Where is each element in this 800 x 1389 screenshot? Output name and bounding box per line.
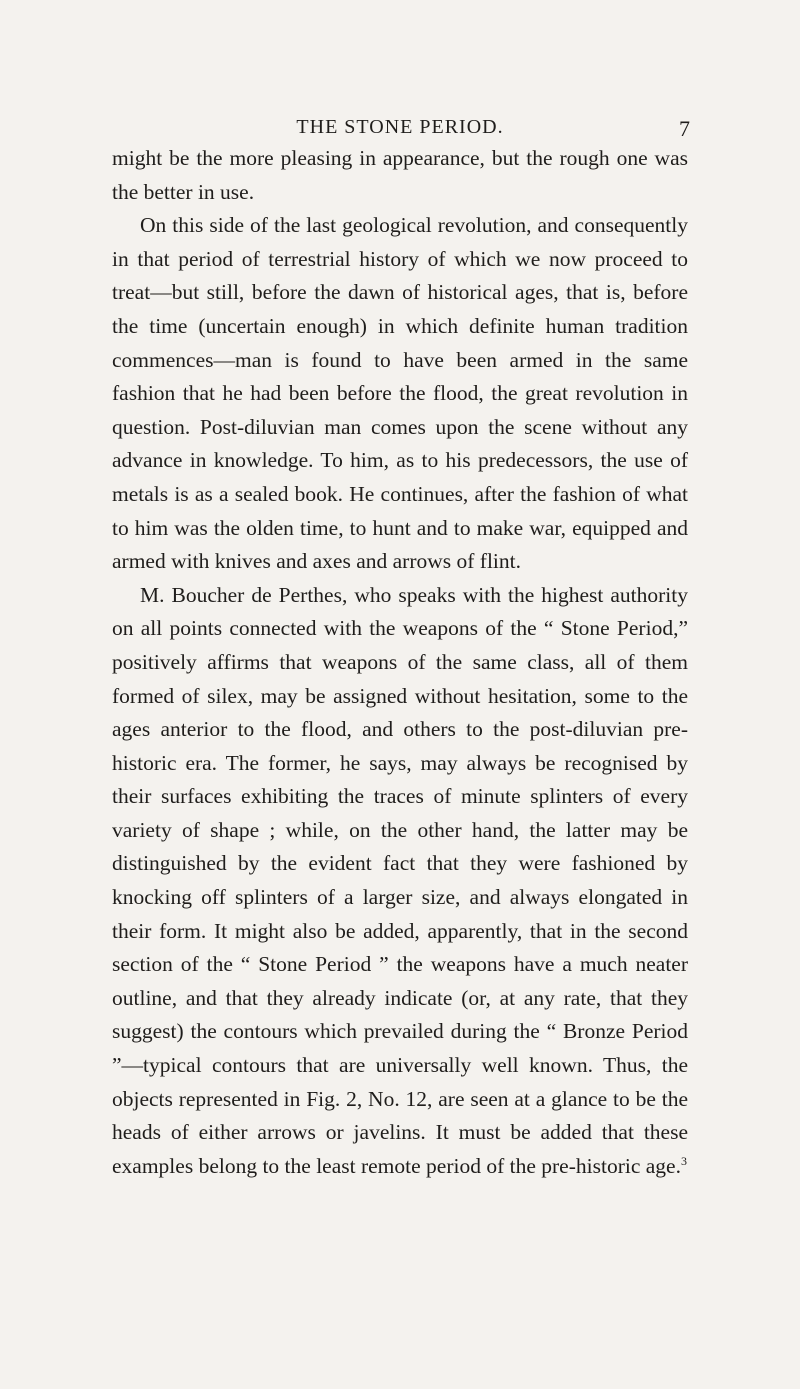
paragraph-3 [112, 579, 688, 1184]
running-title: THE STONE PERIOD. [296, 116, 504, 138]
page-number: 7 [679, 116, 690, 141]
paragraph-text: M. Boucher de Perthes, who speaks with the highest authority on all points connected with the weapons of the “ Stone Period,” positively affirms that weapons of the same class, all of them formed of silex, may be assigned without hesitation, some to the ages anterior to the flood, and others to the post-diluvian pre-historic era. The former, he says, may always be recognised by their surfaces exhibiting the traces of minute splinters of every variety of shape ; while, on the other hand, the latter may be distinguished by the evident fact that they were fashioned by knocking off splinters of a larger size, and always elongated in their form. It might also be added, apparently, that in the second section of the “ Stone Period ” the weapons have a much neater outline, and that they already indicate (or, at any rate, that they suggest) the contours which prevailed during the “ Bronze Period ”—typical contours that are universally well known. Thus, the objects represented in Fig. 2, No. 12, are seen at a glance to be the heads of either arrows or javelins. It must be added that these examples belong to the least remote period of the pre-historic age. [112, 582, 688, 1178]
paragraph-text: On this side of the last geological revolution, and consequently in that period of terrestrial history of which we now proceed to treat—but still, before the dawn of historical ages, that is, before the time (uncertain enough) in which definite human tradition commences—man is found to have been armed in the same fashion that he had been before the flood, the great revolution in question. Post-diluvian man comes upon the scene without any advance in knowledge. To him, as to his predecessors, the use of metals is as a sealed book. He continues, after the fashion of what to him was the olden time, to hunt and to make war, equipped and armed with knives and axes and arrows of flint. [112, 213, 688, 574]
paragraph-1 [112, 142, 688, 209]
body-text [112, 142, 688, 1183]
paragraph-2 [112, 209, 688, 579]
footnote-marker: 3 [680, 1153, 687, 1168]
running-head [0, 112, 800, 142]
paragraph-text: might be the more pleasing in appearance, but the rough one was the better in use. [112, 146, 688, 204]
